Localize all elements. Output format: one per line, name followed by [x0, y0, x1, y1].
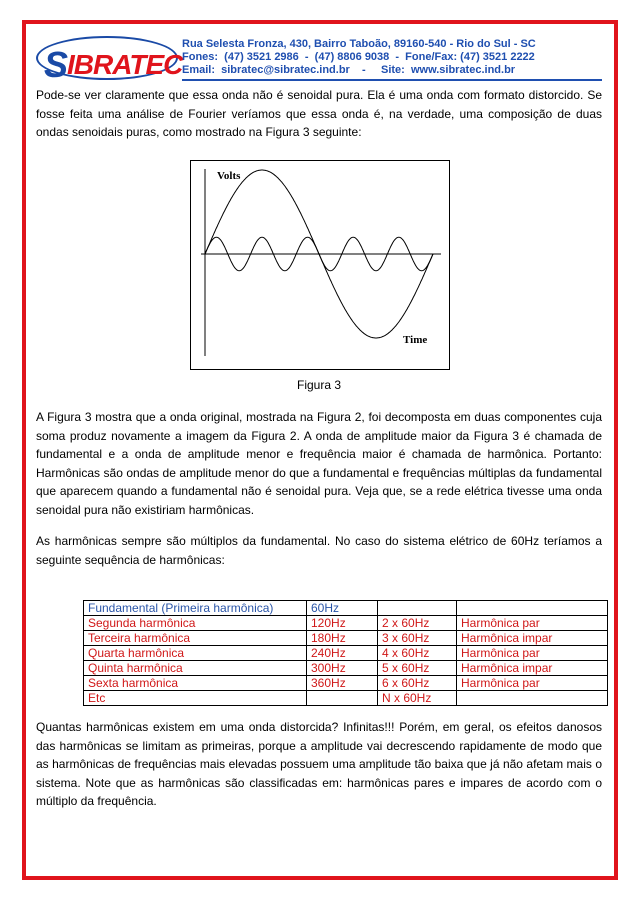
table-cell: 120Hz: [307, 616, 378, 631]
email-line: Email: sibratec@sibratec.ind.br - Site: www.sibratec.ind.br: [182, 64, 516, 76]
paragraph-conclusion: Quantas harmônicas existem em uma onda distorcida? Infinitas!!! Porém, em geral, os efeitos danosos das harmônicas se limitam as primeiras, porque a amplitude vai decrescendo rapidamente de modo que as harmônicas de frequências mais elevadas possuem uma amplitude tão baixa que já não afetam mais o sistema. Note que as harmônicas são classificadas em: harmônicas pares e impares de acordo com o múltiplo da frequência.: [36, 720, 602, 808]
paragraph-fundamental: A Figura 3 mostra que a onda original, mostrada na Figura 2, foi decomposta em duas componentes cuja soma produz novamente a imagem da Figura 2. A onda de amplitude maior da Figura 3 é chamada de fundamental e a onda de amplitude menor e frequência maior é chamada de harmônica. Portanto: Harmônicas são ondas de amplitude menor do que a fundamental e frequências múltiplas da fundamental que aparecem quando a fundamental não é senoidal pura. Veja que, se a rede elétrica tivesse uma onda senoidal pura não existiriam harmônicas.: [36, 410, 602, 517]
paragraph-multiples: As harmônicas sempre são múltiplos da fundamental. No caso do sistema elétrico de 60Hz teríamos a seguinte sequência de harmônicas:: [36, 534, 602, 567]
table-cell: 2 x 60Hz: [378, 616, 457, 631]
table-row: [84, 646, 608, 661]
table-cell: 6 x 60Hz: [378, 676, 457, 691]
harmonics-table: [83, 600, 608, 706]
table-row: [84, 616, 608, 631]
table-cell: 5 x 60Hz: [378, 661, 457, 676]
figure-caption: Figura 3: [296, 378, 342, 392]
table-cell: Terceira harmônica: [84, 631, 307, 646]
table-cell: [457, 601, 608, 616]
table-row: [84, 631, 608, 646]
address-line: Rua Selesta Fronza, 430, Bairro Taboão, 89160-540 - Rio do Sul - SC: [182, 38, 536, 50]
logo-text: SIBRATEC: [44, 44, 183, 85]
table-row: [84, 676, 608, 691]
table-cell: Quinta harmônica: [84, 661, 307, 676]
figure-3: [190, 160, 450, 370]
time-label: Time: [403, 334, 428, 346]
table-cell: 60Hz: [307, 601, 378, 616]
table-cell: [307, 691, 378, 706]
contact-block: [182, 38, 536, 77]
volts-label: Volts: [217, 170, 241, 182]
letterhead: [36, 34, 602, 85]
table-cell: Harmônica impar: [457, 661, 608, 676]
table-cell: [457, 691, 608, 706]
sibratec-logo: [36, 36, 183, 85]
waveform-plot: [191, 161, 449, 369]
table-cell: [378, 601, 457, 616]
table-cell: 4 x 60Hz: [378, 646, 457, 661]
table-cell: Etc: [84, 691, 307, 706]
table-cell: N x 60Hz: [378, 691, 457, 706]
table-cell: Harmônica impar: [457, 631, 608, 646]
table-cell: Segunda harmônica: [84, 616, 307, 631]
table-cell: Quarta harmônica: [84, 646, 307, 661]
table-cell: Harmônica par: [457, 646, 608, 661]
table-cell: 3 x 60Hz: [378, 631, 457, 646]
phones-line: Fones: (47) 3521 2986 - (47) 8806 9038 - Fone/Fax: (47) 3521 2222: [182, 51, 535, 63]
table-row: [84, 661, 608, 676]
table-cell: 300Hz: [307, 661, 378, 676]
table-cell: Fundamental (Primeira harmônica): [84, 601, 307, 616]
table-cell: Harmônica par: [457, 616, 608, 631]
table-row: [84, 601, 608, 616]
table-cell: 360Hz: [307, 676, 378, 691]
table-cell: Sexta harmônica: [84, 676, 307, 691]
table-cell: 240Hz: [307, 646, 378, 661]
header-divider: [182, 79, 602, 81]
table-cell: 180Hz: [307, 631, 378, 646]
intro-paragraph: Pode-se ver claramente que essa onda não é senoidal pura. Ela é uma onda com formato distorcido. Se fosse feita uma análise de Fourier veríamos que essa onda é, na verdade, uma composição de duas ondas senoidais puras, como mostrado na Figura 3 seguinte:: [36, 88, 602, 139]
table-row: [84, 691, 608, 706]
table-cell: Harmônica par: [457, 676, 608, 691]
